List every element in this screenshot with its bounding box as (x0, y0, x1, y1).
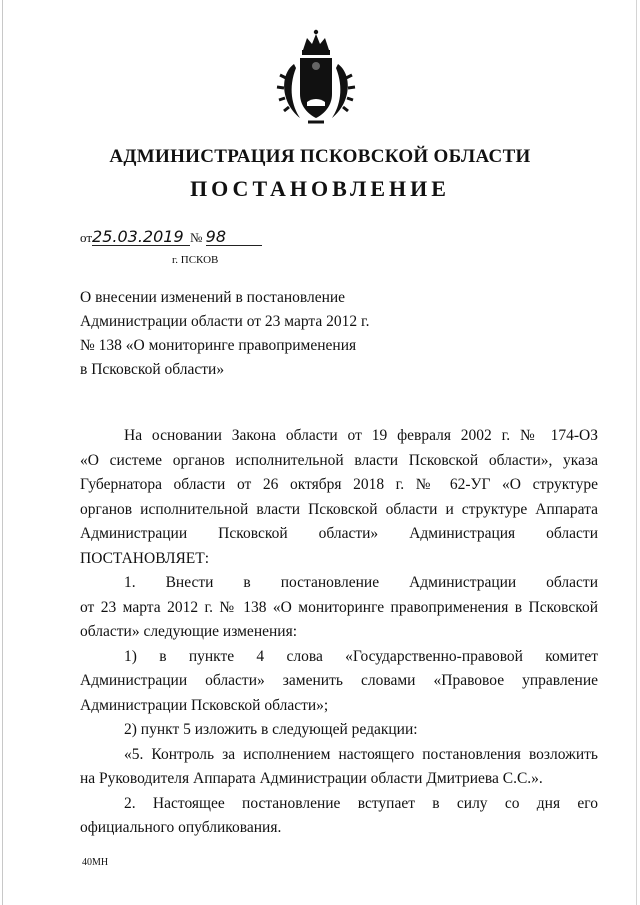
preamble-line: Губернатора области от 26 октября 2018 г. № 62-УГ «О структуре (80, 476, 598, 493)
item-2-line: официального опубликования. (80, 819, 282, 836)
city: г. ПСКОВ (172, 254, 219, 266)
subject-line: в Псковской области» (80, 361, 225, 378)
subitem-2-line: 2) пункт 5 изложить в следующей редакции: (124, 721, 418, 738)
subitem-2-text-line: «5. Контроль за исполнением настоящего постановления возложить (124, 745, 598, 763)
subitem-1-line: 1) в пункте 4 слова «Государственно-правовой комитет (124, 647, 598, 665)
organization-name: АДМИНИСТРАЦИЯ ПСКОВСКОЙ ОБЛАСТИ (109, 146, 531, 167)
subject-line: Администрации области от 23 марта 2012 г. (80, 313, 370, 330)
item-1-line: области» следующие изменения: (80, 623, 298, 640)
preamble-line: ПОСТАНОВЛЯЕТ: (80, 549, 210, 567)
scan-edge-left (2, 0, 3, 905)
item-2-line: 2. Настоящее постановление вступает в силу со дня его (124, 794, 598, 812)
item-1-line: 1. Внести в постановление Администрации области (124, 574, 598, 591)
preamble-line: На основании Закона области от 19 февраля 2002 г. № 174-ОЗ (124, 427, 598, 444)
date-prefix: от (80, 230, 93, 245)
subject-line: О внесении изменений в постановление (80, 289, 346, 306)
number-prefix: № (190, 230, 203, 245)
document-type: ПОСТАНОВЛЕНИЕ (190, 176, 450, 201)
subitem-1-line: Администрации Псковской области»; (80, 696, 329, 714)
subject-line: № 138 «О мониторинге правоприменения (80, 337, 357, 354)
scan-edge-right (636, 0, 637, 905)
handwritten-number: 98 (206, 229, 262, 246)
pskov-coat-of-arms-icon (270, 28, 362, 128)
preamble-line: Администрации Псковской области» Администрация области (80, 525, 598, 542)
preamble-line: «О системе органов исполнительной власти Псковской области», указа (80, 451, 598, 469)
footer-code: 40МН (82, 857, 109, 868)
document-subject (80, 286, 386, 382)
date-number-line (80, 229, 262, 246)
document-body (80, 424, 598, 841)
subitem-2-text-line: на Руководителя Аппарата Администрации области Дмитриева С.С.». (80, 770, 543, 787)
preamble-line: органов исполнительной власти Псковской области и структуре Аппарата (80, 500, 598, 518)
handwritten-date: 25.03.2019 (92, 229, 190, 246)
subitem-1-line: Администрации области» заменить словами «Правовое управление (80, 672, 598, 689)
item-1-line: от 23 марта 2012 г. № 138 «О мониторинге правоприменения в Псковской (80, 598, 598, 616)
